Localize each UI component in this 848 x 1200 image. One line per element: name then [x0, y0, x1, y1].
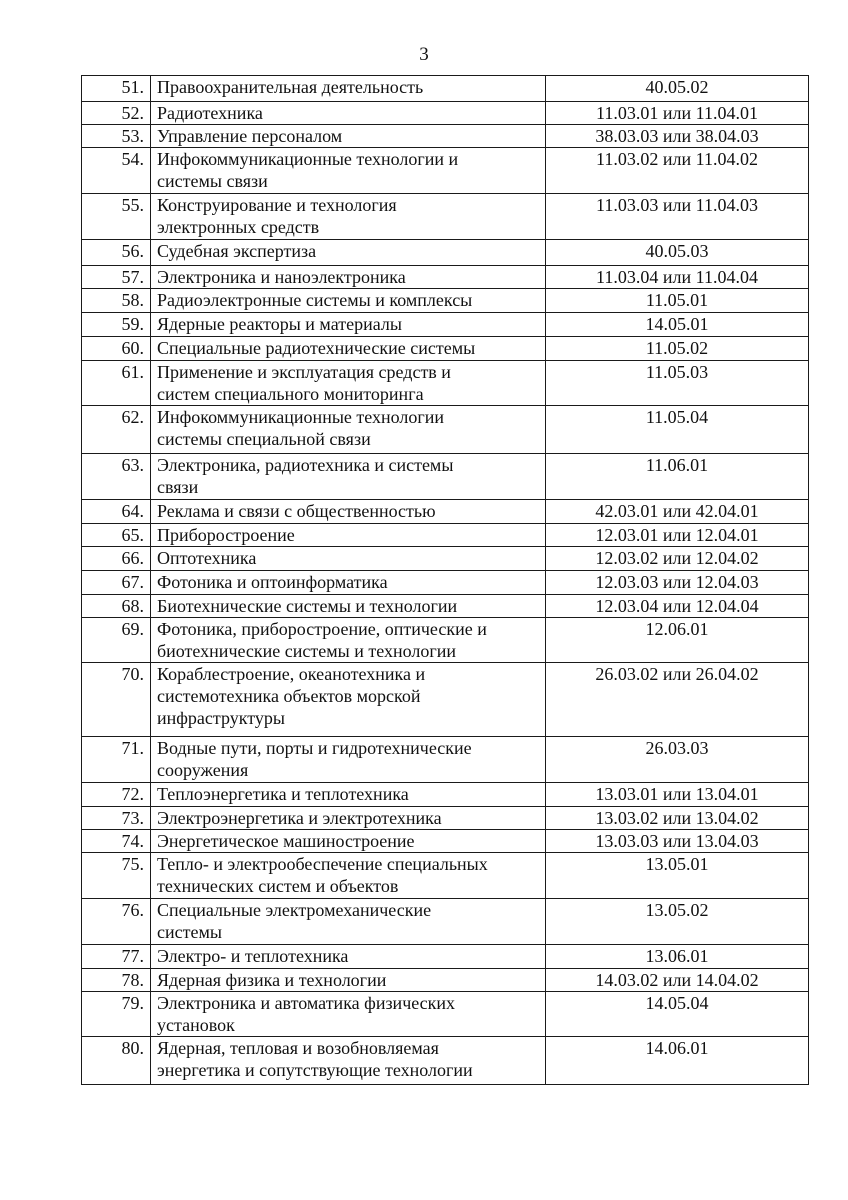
- specialty-name-line: Применение и эксплуатация средств и: [157, 362, 451, 382]
- row-number: 66.: [82, 547, 151, 571]
- row-number: 72.: [82, 783, 151, 807]
- table-row: [82, 663, 809, 737]
- row-number: 63.: [82, 454, 151, 500]
- specialty-code: 14.05.01: [546, 313, 809, 337]
- specialty-code: 11.03.03 или 11.04.03: [546, 194, 809, 240]
- specialty-name-line: Судебная экспертиза: [157, 241, 317, 261]
- specialty-code: 14.06.01: [546, 1037, 809, 1085]
- specialty-name-line: инфраструктуры: [157, 708, 285, 728]
- specialty-name: [151, 969, 546, 992]
- table-row: [82, 853, 809, 899]
- specialty-code: 11.03.02 или 11.04.02: [546, 148, 809, 194]
- table-row: [82, 945, 809, 969]
- specialty-code: 38.03.03 или 38.04.03: [546, 125, 809, 148]
- specialty-code: 13.05.01: [546, 853, 809, 899]
- specialty-name: [151, 361, 546, 406]
- specialty-name-line: Инфокоммуникационные технологии и: [157, 149, 459, 169]
- specialty-name-line: Фотоника, приборостроение, оптические и: [157, 619, 487, 639]
- specialty-code: 11.05.02: [546, 337, 809, 361]
- specialty-name: [151, 102, 546, 125]
- table-row: [82, 783, 809, 807]
- table-row: [82, 454, 809, 500]
- specialty-code: 40.05.02: [546, 76, 809, 102]
- row-number: 70.: [82, 663, 151, 737]
- specialty-code: 11.05.04: [546, 406, 809, 454]
- specialty-name-line: электронных средств: [157, 217, 320, 237]
- specialty-code: 12.03.01 или 12.04.01: [546, 524, 809, 547]
- specialty-name-line: Тепло- и электрообеспечение специальных: [157, 854, 488, 874]
- specialty-name: [151, 454, 546, 500]
- table-row: [82, 899, 809, 945]
- specialty-name-line: системы связи: [157, 171, 268, 191]
- row-number: 57.: [82, 266, 151, 289]
- specialty-name-line: Кораблестроение, океанотехника и: [157, 664, 426, 684]
- specialty-name-line: Конструирование и технология: [157, 195, 397, 215]
- specialty-name-line: Радиоэлектронные системы и комплексы: [157, 290, 473, 310]
- specialty-name-line: Электро- и теплотехника: [157, 946, 349, 966]
- specialty-name: [151, 899, 546, 945]
- specialty-code: 13.03.02 или 13.04.02: [546, 807, 809, 830]
- specialty-code: 12.06.01: [546, 618, 809, 663]
- specialty-name: [151, 500, 546, 524]
- specialty-code: 11.05.01: [546, 289, 809, 313]
- specialty-name: [151, 125, 546, 148]
- table-row: [82, 148, 809, 194]
- specialty-name: [151, 337, 546, 361]
- table-row: [82, 992, 809, 1037]
- specialty-name: [151, 571, 546, 595]
- row-number: 62.: [82, 406, 151, 454]
- specialty-name-line: связи: [157, 477, 199, 497]
- specialty-name: [151, 807, 546, 830]
- specialty-name: [151, 595, 546, 618]
- table-row: [82, 830, 809, 853]
- specialty-code: 26.03.03: [546, 737, 809, 783]
- row-number: 77.: [82, 945, 151, 969]
- row-number: 69.: [82, 618, 151, 663]
- table-row: [82, 313, 809, 337]
- specialty-name: [151, 148, 546, 194]
- table-row: [82, 571, 809, 595]
- row-number: 68.: [82, 595, 151, 618]
- specialty-name-line: Приборостроение: [157, 525, 295, 545]
- table-row: [82, 547, 809, 571]
- table-row: [82, 807, 809, 830]
- specialty-name-line: Правоохранительная деятельность: [157, 77, 424, 97]
- specialty-name-line: системы: [157, 922, 222, 942]
- specialty-name-line: Водные пути, порты и гидротехнические: [157, 738, 472, 758]
- specialty-name-line: Теплоэнергетика и теплотехника: [157, 784, 409, 804]
- specialty-code: 14.03.02 или 14.04.02: [546, 969, 809, 992]
- specialty-code: 12.03.03 или 12.04.03: [546, 571, 809, 595]
- specialty-name-line: Ядерная физика и технологии: [157, 970, 387, 990]
- row-number: 78.: [82, 969, 151, 992]
- specialty-code: 11.03.01 или 11.04.01: [546, 102, 809, 125]
- specialty-name-line: энергетика и сопутствующие технологии: [157, 1060, 473, 1080]
- specialty-name-line: Электроэнергетика и электротехника: [157, 808, 442, 828]
- specialty-name: [151, 663, 546, 737]
- specialty-code: 13.03.01 или 13.04.01: [546, 783, 809, 807]
- specialty-name-line: Электроника, радиотехника и системы: [157, 455, 454, 475]
- specialty-name-line: Электроника и наноэлектроника: [157, 267, 406, 287]
- page-number: 3: [419, 44, 429, 65]
- row-number: 74.: [82, 830, 151, 853]
- specialty-name: [151, 618, 546, 663]
- table-row: [82, 194, 809, 240]
- table-row: [82, 337, 809, 361]
- row-number: 75.: [82, 853, 151, 899]
- table-row: [82, 266, 809, 289]
- specialty-code: 40.05.03: [546, 240, 809, 266]
- row-number: 52.: [82, 102, 151, 125]
- table-row: [82, 595, 809, 618]
- specialty-name-line: Реклама и связи с общественностью: [157, 501, 436, 521]
- specialty-name-line: технических систем и объектов: [157, 876, 399, 896]
- specialty-name-line: Оптотехника: [157, 548, 257, 568]
- specialty-name: [151, 266, 546, 289]
- specialty-code: 13.06.01: [546, 945, 809, 969]
- specialty-name-line: системы специальной связи: [157, 429, 371, 449]
- row-number: 53.: [82, 125, 151, 148]
- specialty-name: [151, 194, 546, 240]
- table-body: [82, 76, 809, 1085]
- specialty-name-line: Ядерная, тепловая и возобновляемая: [157, 1038, 439, 1058]
- row-number: 60.: [82, 337, 151, 361]
- specialty-code: 11.03.04 или 11.04.04: [546, 266, 809, 289]
- specialty-name-line: Электроника и автоматика физических: [157, 993, 456, 1013]
- specialty-name-line: сооружения: [157, 760, 249, 780]
- specialty-name: [151, 783, 546, 807]
- specialty-code: 42.03.01 или 42.04.01: [546, 500, 809, 524]
- table-row: [82, 618, 809, 663]
- specialty-name-line: Управление персоналом: [157, 126, 343, 146]
- specialty-name-line: биотехнические системы и технологии: [157, 641, 457, 661]
- specialty-name: [151, 737, 546, 783]
- specialty-name: [151, 76, 546, 102]
- table-row: [82, 361, 809, 406]
- row-number: 80.: [82, 1037, 151, 1085]
- table-row: [82, 500, 809, 524]
- specialty-name-line: Ядерные реакторы и материалы: [157, 314, 402, 334]
- row-number: 71.: [82, 737, 151, 783]
- table-row: [82, 240, 809, 266]
- specialty-name: [151, 240, 546, 266]
- specialty-code: 26.03.02 или 26.04.02: [546, 663, 809, 737]
- table-row: [82, 969, 809, 992]
- specialty-name: [151, 313, 546, 337]
- specialty-name-line: установок: [157, 1015, 235, 1035]
- row-number: 51.: [82, 76, 151, 102]
- specialty-name: [151, 945, 546, 969]
- specialty-code: 11.06.01: [546, 454, 809, 500]
- specialty-code: 12.03.02 или 12.04.02: [546, 547, 809, 571]
- specialty-name-line: Радиотехника: [157, 103, 263, 123]
- table-row: [82, 737, 809, 783]
- table-row: [82, 125, 809, 148]
- row-number: 58.: [82, 289, 151, 313]
- row-number: 56.: [82, 240, 151, 266]
- specialty-name-line: Специальные радиотехнические системы: [157, 338, 476, 358]
- table-row: [82, 76, 809, 102]
- row-number: 64.: [82, 500, 151, 524]
- specialty-name: [151, 289, 546, 313]
- specialty-name-line: Фотоника и оптоинформатика: [157, 572, 388, 592]
- row-number: 73.: [82, 807, 151, 830]
- row-number: 76.: [82, 899, 151, 945]
- specialty-name-line: Биотехнические системы и технологии: [157, 596, 458, 616]
- specialty-name-line: Специальные электромеханические: [157, 900, 432, 920]
- specialty-name-line: Энергетическое машиностроение: [157, 831, 415, 851]
- table-row: [82, 289, 809, 313]
- specialty-name-line: Инфокоммуникационные технологии: [157, 407, 445, 427]
- row-number: 79.: [82, 992, 151, 1037]
- specialty-name: [151, 406, 546, 454]
- specialty-code: 13.03.03 или 13.04.03: [546, 830, 809, 853]
- specialty-name-line: системотехника объектов морской: [157, 686, 421, 706]
- specialty-name: [151, 547, 546, 571]
- specialty-code: 13.05.02: [546, 899, 809, 945]
- row-number: 54.: [82, 148, 151, 194]
- table-row: [82, 102, 809, 125]
- table-row: [82, 524, 809, 547]
- specialty-name: [151, 992, 546, 1037]
- table-row: [82, 1037, 809, 1085]
- specialty-name-line: систем специального мониторинга: [157, 384, 424, 404]
- specialty-name: [151, 853, 546, 899]
- row-number: 67.: [82, 571, 151, 595]
- specialty-code: 12.03.04 или 12.04.04: [546, 595, 809, 618]
- specialty-name: [151, 1037, 546, 1085]
- row-number: 61.: [82, 361, 151, 406]
- specialty-code: 14.05.04: [546, 992, 809, 1037]
- specialty-code: 11.05.03: [546, 361, 809, 406]
- row-number: 55.: [82, 194, 151, 240]
- row-number: 65.: [82, 524, 151, 547]
- row-number: 59.: [82, 313, 151, 337]
- specialty-name: [151, 524, 546, 547]
- table-row: [82, 406, 809, 454]
- specialties-table: [81, 75, 809, 1085]
- specialty-name: [151, 830, 546, 853]
